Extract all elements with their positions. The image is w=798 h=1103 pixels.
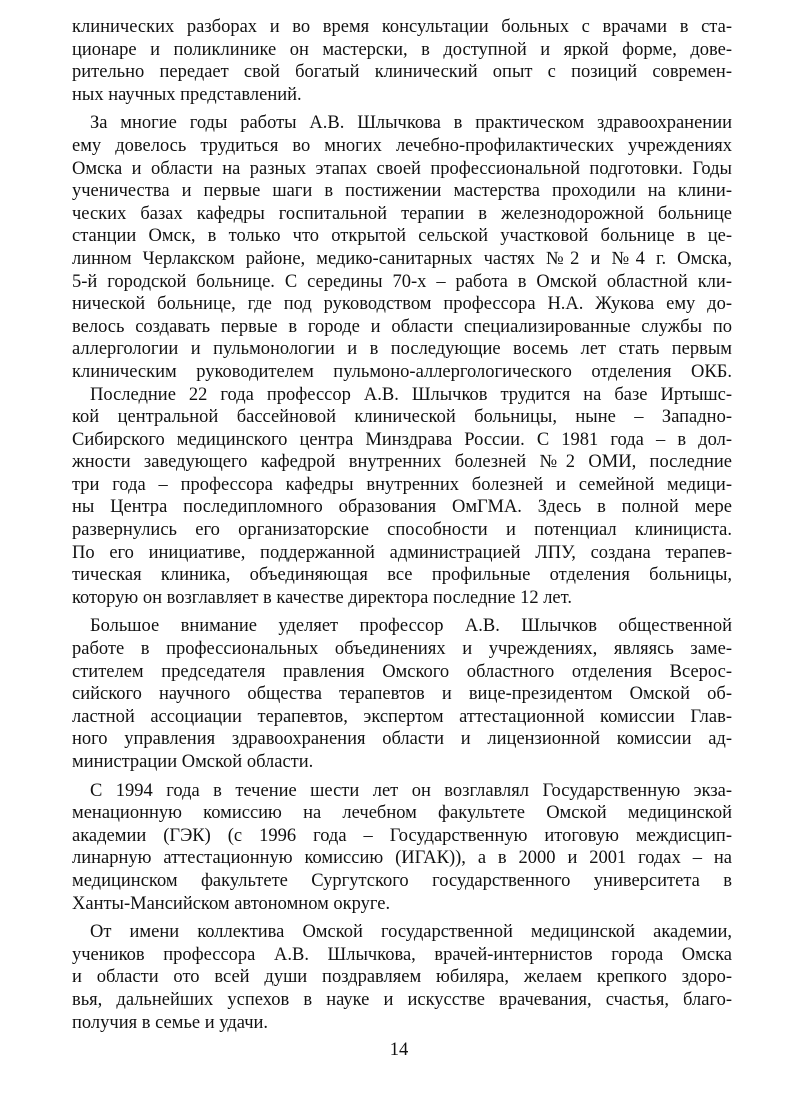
text-line: велось создавать первые в городе и области специализированные службы по	[72, 316, 732, 337]
text-line: которую он возглавляет в качестве директора последние 12 лет.	[72, 587, 572, 608]
text-line: развернулись его организаторские способности и потенциал клинициста.	[72, 520, 732, 541]
text-line: академии (ГЭК) (с 1996 года – Государственную итоговую междисцип-	[72, 825, 732, 846]
text-line: клинических разборах и во время консультации больных с врачами в ста-	[72, 17, 732, 37]
text-line: нической больнице, где под руководством профессора Н.А. Жукова ему до-	[72, 294, 732, 315]
text-line: ческих базах кафедры госпитальной терапии в железнодорожной больнице	[72, 203, 732, 224]
text-line: линном Черлакском районе, медико-санитарных частях №2 и №4 г. Омска,	[72, 248, 732, 269]
text-line: работе в профессиональных объединениях и учреждениях, являясь заме-	[72, 639, 732, 660]
text-line: станции Омск, в только что открытой сельской участковой больнице в це-	[72, 226, 732, 247]
text-line: 5-й городской больнице. С середины 70-х – работа в Омской областной кли-	[72, 271, 732, 292]
text-line: Большое внимание уделяет профессор А.В. Шлычков общественной	[90, 616, 732, 637]
text-line: получия в семье и удачи.	[72, 1012, 269, 1033]
text-line: Ханты-Мансийском автономном округе.	[72, 893, 391, 914]
text-line: По его инициативе, поддержанной администрацией ЛПУ, создана терапев-	[72, 542, 732, 563]
paragraph-3	[72, 384, 732, 610]
text-line: вья, дальнейших успехов в науке и искусстве врачевания, счастья, благо-	[72, 989, 732, 1010]
text-line: аллергологии и пульмонологии и в последующие восемь лет стать первым	[72, 339, 732, 360]
text-line: министрации Омской области.	[72, 752, 314, 772]
text-line: ных научных представлений.	[72, 84, 302, 105]
text-line: ластной ассоциации терапевтов, экспертом аттестационной комиссии Глав-	[72, 706, 732, 727]
text-line: стителем председателя правления Омского областного отделения Всерос-	[72, 661, 732, 682]
text-line: сийского научного общества терапевтов и вице-президентом Омской об-	[72, 684, 732, 705]
text-line: От имени коллектива Омской государственной медицинской академии,	[90, 922, 732, 943]
text-line: медицинском факультете Сургутского государственного университета в	[72, 870, 732, 891]
page-number: 14	[389, 1040, 409, 1060]
text-line: ему довелось трудиться во многих лечебно-профилактических учреждениях	[72, 135, 732, 156]
text-line: линарную аттестационную комиссию (ИГАК)), а в 2000 и 2001 годах – на	[72, 848, 732, 869]
paragraph-5	[72, 780, 732, 916]
paragraph-6	[72, 921, 732, 1034]
text-line: Омска и области на разных этапах своей профессиональной подготовки. Годы	[72, 158, 732, 179]
paragraph-1	[72, 16, 732, 106]
document-body	[72, 16, 732, 1034]
text-line: ционаре и поликлинике он мастерски, в доступной и яркой форме, дове-	[72, 39, 732, 60]
text-line: С 1994 года в течение шести лет он возглавлял Государственную экза-	[90, 780, 732, 801]
text-line: ученичества и первые шаги в постижении мастерства проходили на клини-	[72, 181, 732, 202]
text-line: кой центральной бассейновой клинической больницы, ныне – Западно-	[72, 407, 732, 428]
text-line: рительно передает свой богатый клинический опыт с позиций современ-	[72, 62, 732, 83]
text-line: клиническим руководителем пульмоно-аллергологического отделения ОКБ.	[72, 361, 732, 382]
text-line: тическая клиника, объединяющая все профильные отделения больницы,	[72, 565, 732, 586]
text-line: и области ото всей души поздравляем юбиляра, желаем крепкого здоро-	[72, 967, 732, 988]
text-line: ны Центра последипломного образования ОмГМА. Здесь в полной мере	[72, 497, 732, 518]
text-line: менационную комиссию на лечебном факультете Омской медицинской	[72, 803, 732, 824]
text-line: Последние 22 года профессор А.В. Шлычков трудится на базе Иртышс-	[90, 384, 732, 405]
text-line: три года – профессора кафедры внутренних болезней и семейной медици-	[72, 474, 732, 495]
text-line: За многие годы работы А.В. Шлычкова в практическом здравоохранении	[90, 113, 732, 134]
text-line: Сибирского медицинского центра Минздрава России. С 1981 года – в дол-	[72, 429, 732, 450]
paragraph-2	[72, 112, 732, 383]
paragraph-4	[72, 615, 732, 773]
text-line: ного управления здравоохранения области и лицензионной комиссии ад-	[72, 729, 732, 750]
text-line: жности заведующего кафедрой внутренних болезней №2 ОМИ, последние	[72, 452, 732, 473]
text-line: учеников профессора А.В. Шлычкова, врачей-интернистов города Омска	[72, 944, 732, 965]
